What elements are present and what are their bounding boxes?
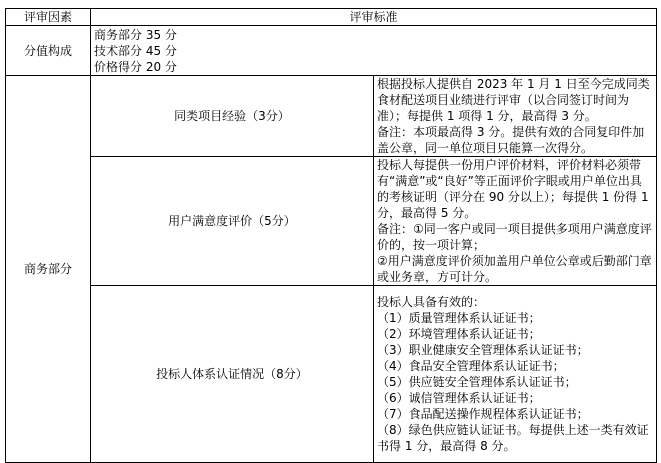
business-item-name xyxy=(91,286,374,463)
business-item-standard xyxy=(374,286,657,463)
standard-line: ②用户满意度评价须加盖用户单位公章或后勤部门章或业务章，方可计分。 xyxy=(377,254,652,284)
score-composition-row xyxy=(6,26,657,76)
standard-line: 根据投标人提供自 2023 年 1 月 1 日至今完成同类食材配送项目业绩进行评审（以合同签订时间为准）；每提供 1 项得 1 分，最高得 3 分。 xyxy=(377,77,650,123)
standard-line: （5）供应链安全管理体系认证证书； xyxy=(377,375,577,389)
standard-line: 投标人具备有效的： xyxy=(377,295,486,309)
business-item-name xyxy=(91,157,374,286)
score-line-business: 商务部分 35 分 xyxy=(94,27,177,42)
item-name-text: 投标人体系认证情况（8分） xyxy=(156,366,308,381)
business-category-label: 商务部分 xyxy=(6,76,91,463)
table-header-row xyxy=(6,9,657,26)
standard-line: （6）诚信管理体系认证证书； xyxy=(377,391,541,405)
standard-line: （1）质量管理体系认证证书； xyxy=(377,311,541,325)
standard-line: （2）环境管理体系认证证书； xyxy=(377,327,541,341)
standard-line: （3）职业健康安全管理体系认证证书； xyxy=(377,343,589,357)
evaluation-table xyxy=(5,8,657,463)
business-item-row xyxy=(6,76,657,157)
score-line-technical: 技术部分 45 分 xyxy=(94,43,177,58)
business-item-standard xyxy=(374,76,657,157)
business-item-row xyxy=(6,157,657,286)
business-item-standard xyxy=(374,157,657,286)
score-composition-label: 分值构成 xyxy=(6,26,91,76)
standard-line: 备注：①同一客户或同一项目提供多项用户满意度评价的，按一项计算； xyxy=(377,222,652,252)
item-name-text: 用户满意度评价（5分） xyxy=(168,213,296,228)
score-composition-lines xyxy=(91,26,657,76)
header-factor: 评审因素 xyxy=(6,9,91,26)
header-standard: 评审标准 xyxy=(91,9,657,26)
standard-line: （7）食品配送操作规程体系认证证书； xyxy=(377,407,589,421)
business-item-row xyxy=(6,286,657,463)
standard-line: 备注：本项最高得 3 分。提供有效的合同复印件加盖公章，同一单位项目只能算一次得分。 xyxy=(377,125,645,155)
score-line-price: 价格得分 20 分 xyxy=(94,59,177,74)
standard-line: （4）食品安全管理体系认证证书； xyxy=(377,359,565,373)
standard-line: 投标人每提供一份用户评价材料，评价材料必须带有“满意”或“良好”等正面评价字眼或用户单位出具的考核证明（评分在 90 分以上）；每提供 1 份得 1 分，最高得 5 分。 xyxy=(377,158,649,220)
standard-line: （8）绿色供应链认证证书。每提供上述一类有效证书得 1 分，最高得 8 分。 xyxy=(377,423,649,453)
item-name-text: 同类项目经验（3分） xyxy=(174,108,290,123)
business-item-name xyxy=(91,76,374,157)
